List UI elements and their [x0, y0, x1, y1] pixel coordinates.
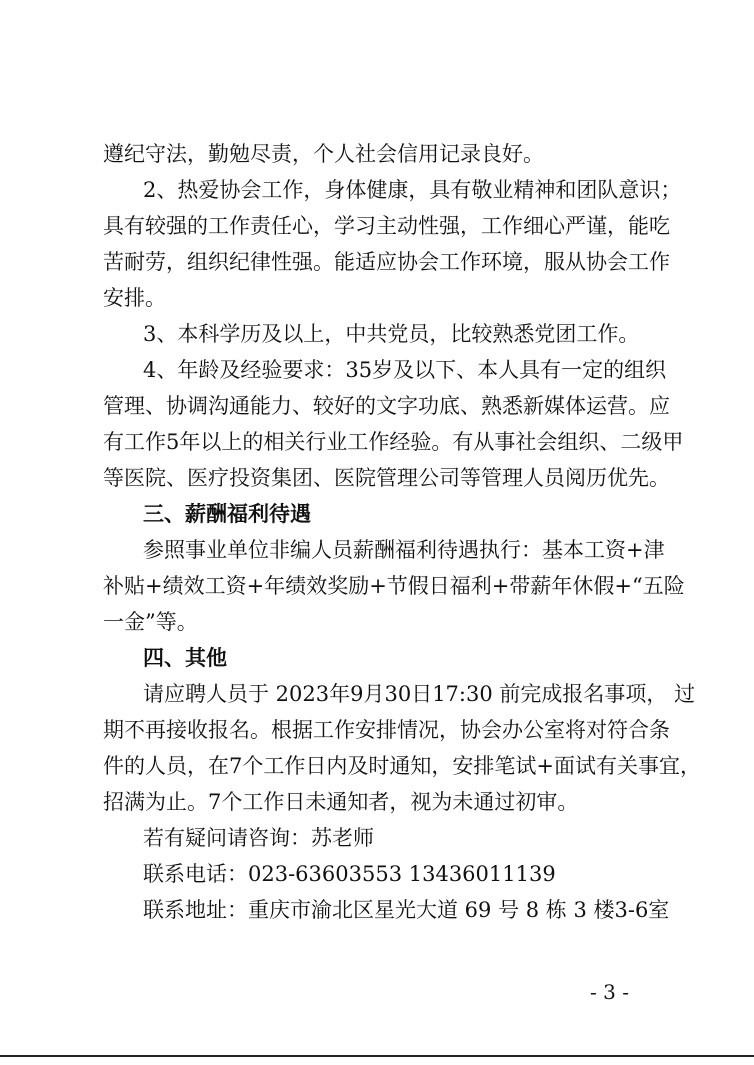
page-number: - 3 -	[590, 980, 629, 1004]
text-line: 3、本科学历及以上，中共党员，比较熟悉党团工作。	[143, 322, 640, 346]
text-line: 安排。	[103, 286, 166, 310]
section-heading-compensation: 三、薪酬福利待遇	[143, 502, 311, 526]
bottom-divider	[0, 1055, 754, 1057]
section-heading-other: 四、其他	[143, 646, 227, 670]
contact-phone: 联系电话：023-63603553 13436011139	[143, 862, 556, 886]
contact-address: 联系地址：重庆市渝北区星光大道 69 号 8 栋 3 楼3-6室	[143, 898, 670, 922]
text-line: 2、热爱协会工作，身体健康，具有敬业精神和团队意识；	[143, 178, 682, 202]
text-line: 请应聘人员于 2023年9月30日17:30 前完成报名事项， 过	[143, 682, 696, 706]
text-line: 4、年龄及经验要求：35岁及以下、本人具有一定的组织	[143, 358, 667, 382]
text-line: 招满为止。7个工作日未通知者，视为未通过初审。	[103, 790, 579, 814]
text-line: 一金”等。	[103, 610, 198, 634]
text-line: 件的人员，在7个工作日内及时通知，安排笔试+面试有关事宜，	[103, 754, 701, 778]
text-line: 遵纪守法，勤勉尽责，个人社会信用记录良好。	[103, 142, 544, 166]
text-line: 管理、协调沟通能力、较好的文字功底、熟悉新媒体运营。应	[103, 394, 670, 418]
text-line: 补贴+绩效工资+年绩效奖励+节假日福利+带薪年休假+“五险	[103, 574, 685, 598]
text-line: 具有较强的工作责任心，学习主动性强，工作细心严谨，能吃	[103, 214, 670, 238]
text-line: 等医院、医疗投资集团、医院管理公司等管理人员阅历优先。	[103, 466, 670, 490]
text-line: 苦耐劳，组织纪律性强。能适应协会工作环境，服从协会工作	[103, 250, 670, 274]
text-line: 参照事业单位非编人员薪酬福利待遇执行：基本工资+津	[143, 538, 665, 562]
text-line: 有工作5年以上的相关行业工作经验。有从事社会组织、二级甲	[103, 430, 684, 454]
contact-person: 若有疑问请咨询：苏老师	[143, 826, 374, 850]
text-line: 期不再接收报名。根据工作安排情况，协会办公室将对符合条	[103, 718, 670, 742]
